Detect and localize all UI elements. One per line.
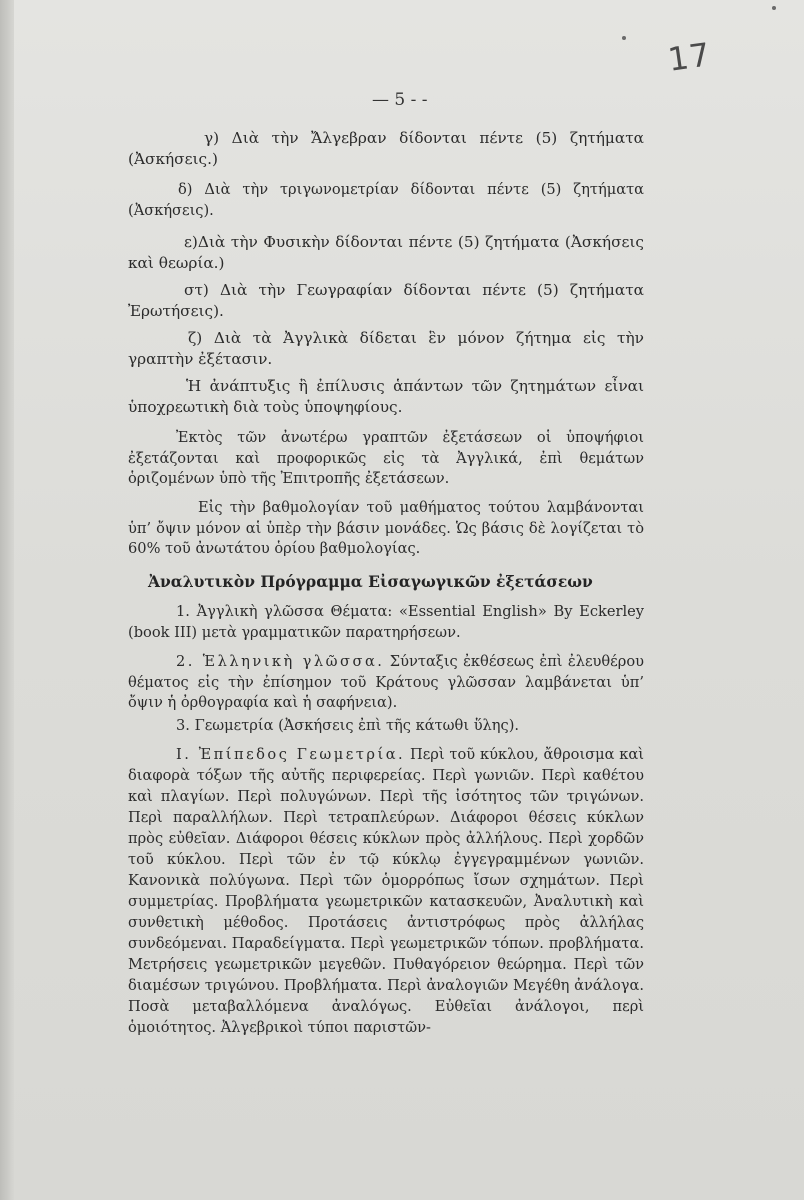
ink-mark [622, 36, 626, 40]
paragraph-grading: Εἰς τὴν βαθμολογίαν τοῦ μαθήματος τούτου λαμβάνονται ὑπ’ ὄψιν μόνον αἱ ὑπὲρ τὴν βάσιν μονάδες. Ὡς βάσις δὲ λογίζεται τὸ 60% τοῦ ἀνωτάτου ὁρίου βαθμολογίας. [128, 499, 644, 558]
plane-geometry-paragraph [128, 744, 644, 1038]
ink-mark [772, 6, 776, 10]
paragraph-english: ζ) Διὰ τὰ Ἀγγλικὰ δίδεται ἓν μόνον ζήτημα εἰς τὴν γραπτὴν ἐξέτασιν. [128, 329, 644, 368]
handwritten-page-annotation: 17 [665, 35, 714, 79]
paragraph-obligation: Ἡ ἀνάπτυξις ἢ ἐπίλυσις ἁπάντων τῶν ζητημάτων εἶναι ὑποχρεωτικὴ διὰ τοὺς ὑποψηφίους. [128, 377, 644, 416]
page-edge [0, 0, 14, 1200]
paragraph-oral-exam: Ἐκτὸς τῶν ἀνωτέρω γραπτῶν ἐξετάσεων οἱ ὑποψήφιοι ἐξετάζονται καὶ προφορικῶς εἰς τὰ Ἀγγλικά, ἐπὶ θεμάτων ὁριζομένων ὑπὸ τῆς Ἐπιτροπῆς ἐξετάσεων. [128, 429, 644, 488]
program-heading: Ἀναλυτικὸν Πρόγραμμα Εἰσαγωγικῶν ἐξετάσεων [148, 572, 593, 591]
item-greek-language [128, 652, 644, 714]
paragraph-geography: στ) Διὰ τὴν Γεωγραφίαν δίδονται πέντε (5) ζητήματα Ἐρωτήσεις). [128, 281, 644, 320]
paragraph-trigonometry: δ) Διὰ τὴν τριγωνομετρίαν δίδονται πέντε (5) ζητήματα (Ἀσκήσεις). [128, 181, 644, 219]
item-english-language: 1. Ἀγγλικὴ γλῶσσα Θέματα: «Essential English» By Eckerley (book III) μετὰ γραμματικῶν παρατηρήσεων. [128, 603, 644, 641]
page-number: — 5 - - [372, 90, 428, 110]
paragraph-physics: ε)Διὰ τὴν Φυσικὴν δίδονται πέντε (5) ζητήματα (Ἀσκήσεις καὶ θεωρία.) [128, 233, 644, 272]
plane-geometry-heading: Ι. Ἐπίπεδος Γεωμετρία. [176, 746, 406, 763]
plane-geometry-body: Περὶ τοῦ κύκλου, ἄθροισμα καὶ διαφορὰ τόξων τῆς αὐτῆς περιφερείας. Περὶ γωνιῶν. Περὶ καθέτου καὶ πλαγίων. Περὶ πολυγώνων. Περὶ τῆς ἰσότητος τῶν τριγώνων. Περὶ παραλλήλων. Περὶ τετραπλεύρων. Διάφοροι θέσεις κύκλων πρὸς εὐθεῖαν. Διάφοροι θέσεις κύκλων πρὸς ἀλλήλους. Περὶ χορδῶν τοῦ κύκλου. Περὶ τῶν ἐν τῷ κύκλῳ ἐγγεγραμμένων γωνιῶν. Κανονικὰ πολύγωνα. Περὶ τῶν ὁμορρόπως ἴσων σχημάτων. Περὶ συμμετρίας. Προβλήματα γεωμετρικῶν κατασκευῶν, Ἀναλυτικὴ καὶ συνθετικὴ μέθοδος. Προτάσεις ἀντιστρόφως πρὸς ἀλλήλας συνδεόμεναι. Παραδείγματα. Περὶ γεωμετρικῶν τόπων. προβλήματα. Μετρήσεις γεωμετρικῶν μεγεθῶν. Πυθαγόρειον θεώρημα. Περὶ τῶν διαμέσων τριγώνου. Προβλήματα. Περὶ ἀναλογιῶν Μεγέθη ἀνάλογα. Ποσὰ μεταβαλλόμενα ἀναλόγως. Εὐθεῖαι ἀνάλογοι, περὶ ὁμοιότητος. Ἀλγεβρικοὶ τύποι παριστῶν- [128, 746, 644, 1036]
item-geometry: 3. Γεωμετρία (Ἀσκήσεις ἐπὶ τῆς κάτωθι ὕλης). [176, 717, 520, 734]
paragraph-algebra: γ) Διὰ τὴν Ἄλγεβραν δίδονται πέντε (5) ζητήματα (Ἀσκήσεις.) [128, 129, 644, 168]
item-greek-body: Σύνταξις ἐκθέσεως ἐπὶ ἐλευθέρου θέματος εἰς τὴν ἐπίσημον τοῦ Κράτους γλῶσσαν λαμβάνεται ὑπ’ ὄψιν ἡ ὀρθογραφία καὶ ἡ σαφήνεια). [128, 653, 644, 712]
item-greek-heading: 2. Ἑλληνικὴ γλῶσσα. [176, 653, 385, 670]
